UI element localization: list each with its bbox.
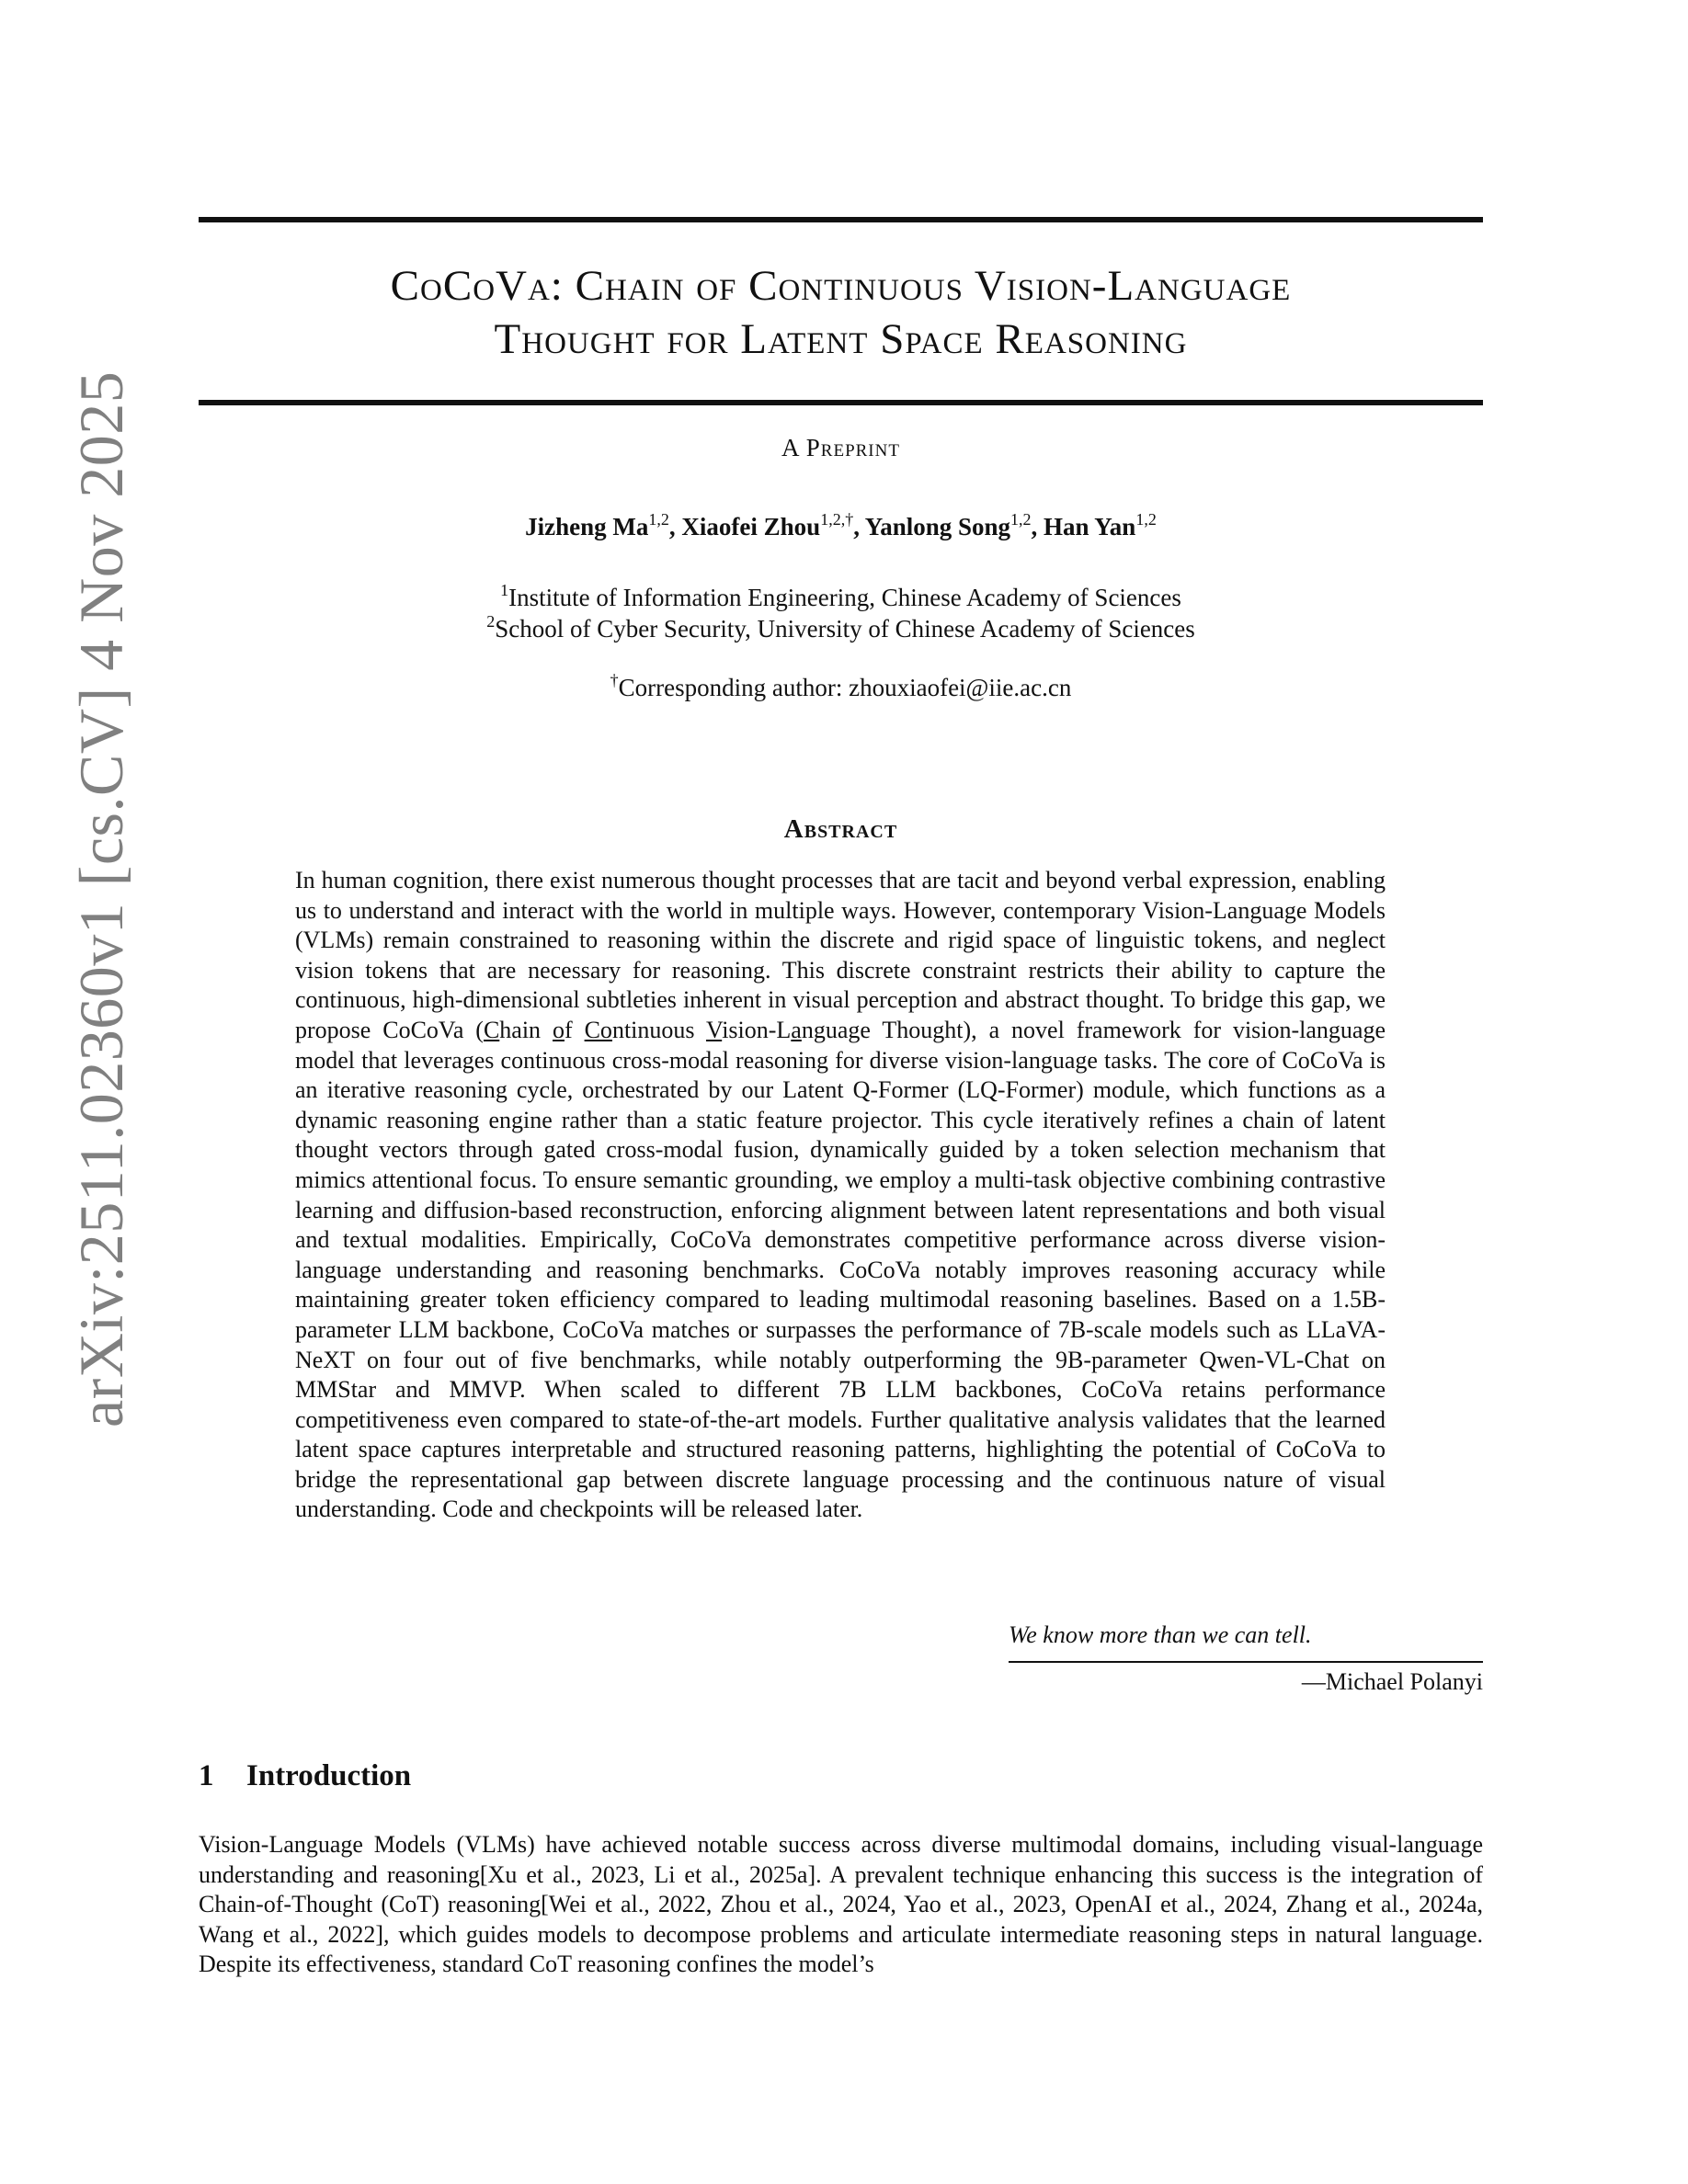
epigraph-quote: We know more than we can tell. <box>1009 1621 1312 1648</box>
author-affiliation-marks: 1,2 <box>1135 510 1157 529</box>
section-number: 1 <box>199 1759 214 1792</box>
acronym-rest: ision-L <box>722 1016 792 1043</box>
author-affiliation-marks: 1,2 <box>1010 510 1032 529</box>
abstract-body <box>295 866 1386 1525</box>
acronym-letter-v: V <box>705 1016 723 1043</box>
author-name: Xiaofei Zhou <box>681 513 821 540</box>
epigraph-author: —Michael Polanyi <box>1301 1668 1483 1695</box>
author-list <box>199 510 1483 541</box>
arxiv-identifier-stamp: arXiv:2511.02360v1 [cs.CV] 4 Nov 2025 <box>66 370 136 1428</box>
affiliation-mark: 2 <box>486 612 496 631</box>
author-affiliation-marks: 1,2,† <box>820 510 854 529</box>
abstract-text-part-1: In human cognition, there exist numerous thought processes that are tacit and beyond verbal expression, enabling us to understand and interact with the world in multiple ways. However, contemporary Vision-Language Models (VLMs) remain constrained to reasoning within the discrete and rigid space of linguistic tokens, and neglect vision tokens that are necessary for reasoning. This discrete constraint restricts their ability to capture the continuous, high-dimensional subtleties inherent in visual perception and abstract thought. To bridge this gap, we propose CoCoVa ( <box>295 867 1386 1043</box>
epigraph-rule <box>1009 1661 1483 1663</box>
affiliation-mark: 1 <box>500 581 509 599</box>
acronym-rest: hain <box>499 1016 553 1043</box>
section-title: Introduction <box>246 1759 412 1792</box>
title-top-rule <box>199 217 1483 222</box>
introduction-body: Vision-Language Models (VLMs) have achieved notable success across diverse multimodal domains, including visual-language understanding and reasoning[Xu et al., 2023, Li et al., 2025a]. A prevalent technique enhancing this success is the integration of Chain-of-Thought (CoT) reasoning[Wei et al., 2022, Zhou et al., 2024, Yao et al., 2023, OpenAI et al., 2024, Zhang et al., 2024a, Wang et al., 2022], which guides models to decompose problems and articulate intermediate reasoning steps in natural language. Despite its effectiveness, standard CoT reasoning confines the model’s <box>199 1831 1483 1978</box>
section-heading-introduction <box>199 1759 411 1793</box>
author-name: Jizheng Ma <box>525 513 649 540</box>
acronym-letter-c: C <box>483 1016 500 1043</box>
paper-title-line-2: Thought for Latent Space Reasoning <box>494 315 1188 363</box>
abstract-text-part-2: ), a novel framework for vision-language model that leverages continuous cross-modal reasoning for diverse vision-language tasks. The core of CoCoVa is an iterative reasoning cycle, orchestrated by our Latent Q-Former (LQ-Former) module, which functions as a dynamic reasoning engine rather than a static feature projector. This cycle iteratively refines a chain of latent thought vectors through gated cross-modal fusion, dynamically guided by a token selection mechanism that mimics attentional focus. To ensure semantic grounding, we employ a multi-task objective combining contrastive learning and diffusion-based reconstruction, enforcing alignment between latent representations and both visual and textual modalities. Empirically, CoCoVa demonstrates competitive performance across diverse vision-language understanding and reasoning benchmarks. CoCoVa notably improves reasoning accuracy while maintaining greater token efficiency compared to leading multimodal reasoning baselines. Based on a 1.5B-parameter LLM backbone, CoCoVa matches or surpasses the performance of 7B-scale models such as LLaVA-NeXT on four out of five benchmarks, while notably outperforming the 9B-parameter Qwen-VL-Chat on MMStar and MMVP. When scaled to different 7B LLM backbones, CoCoVa retains performance competitiveness even compared to state-of-the-art models. Further qualitative analysis validates that the learned latent space captures interpretable and structured reasoning patterns, highlighting the potential of CoCoVa to bridge the representational gap between discrete language processing and the continuous nature of visual understanding. Code and checkpoints will be released later. <box>295 1016 1386 1523</box>
preprint-label: A Preprint <box>781 434 900 461</box>
corresponding-author <box>199 671 1483 702</box>
acronym-letters-co: Co <box>584 1016 612 1043</box>
affiliation-text: School of Cyber Security, University of Chinese Academy of Sciences <box>495 615 1195 643</box>
author-name: Han Yan <box>1044 513 1136 540</box>
corresponding-mark: † <box>610 671 619 689</box>
author-name: Yanlong Song <box>864 513 1011 540</box>
paper-title-line-1: CoCoVa: Chain of Continuous Vision-Language <box>390 262 1292 310</box>
author-affiliation-marks: 1,2 <box>648 510 669 529</box>
acronym-rest: nguage Thought <box>801 1016 964 1043</box>
acronym-rest: f <box>565 1016 585 1043</box>
author-separator: , <box>668 513 682 540</box>
acronym-letter-o: o <box>553 1016 565 1043</box>
affiliation-text: Institute of Information Engineering, Chinese Academy of Sciences <box>508 584 1181 611</box>
author-separator: , <box>853 513 865 540</box>
corresponding-text: Corresponding author: zhouxiaofei@iie.ac.cn <box>618 674 1072 701</box>
paper-title <box>199 259 1483 366</box>
author-separator: , <box>1031 513 1044 540</box>
title-bottom-rule <box>199 400 1483 405</box>
acronym-rest: ntinuous <box>611 1016 706 1043</box>
abstract-heading: Abstract <box>783 814 898 844</box>
affiliation-1 <box>199 582 1483 613</box>
affiliation-2 <box>199 613 1483 644</box>
acronym-letter-a: a <box>791 1016 802 1043</box>
